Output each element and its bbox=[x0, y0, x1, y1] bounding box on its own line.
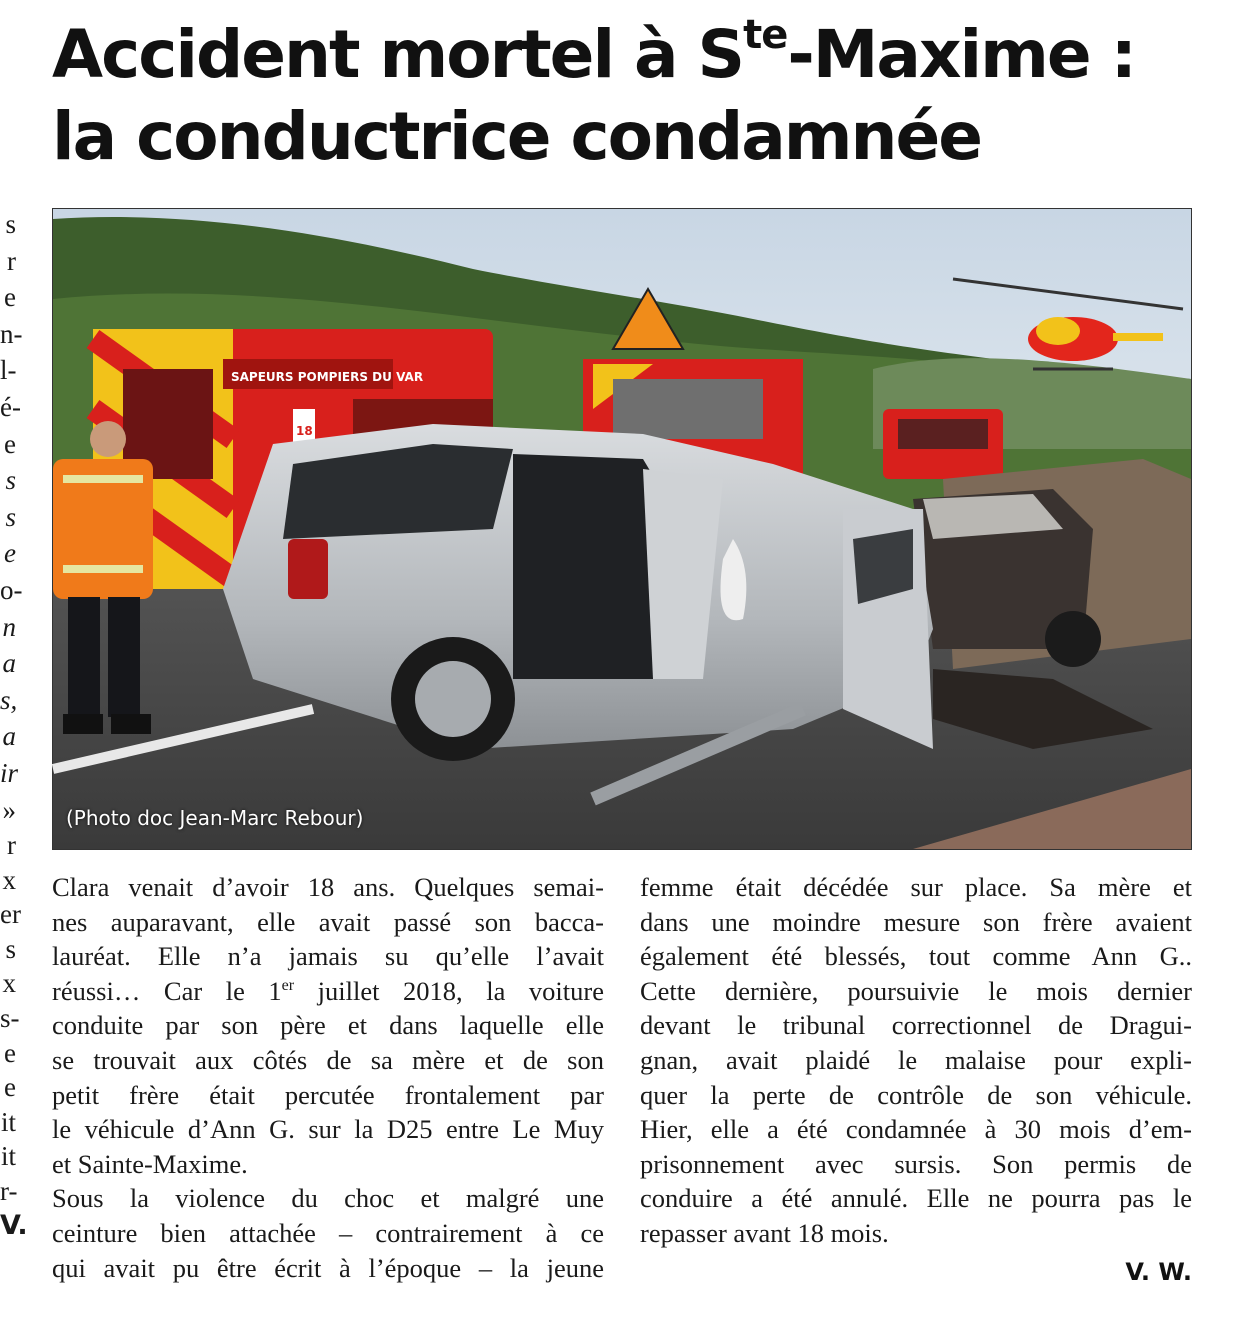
text-line: nes auparavant, elle avait passé son bacca- bbox=[52, 906, 604, 937]
text-line: repasser avant 18 mois. bbox=[640, 1217, 889, 1248]
fragment-line: r bbox=[7, 830, 16, 861]
fragment-line: s bbox=[5, 465, 16, 496]
text-line: lauréat. Elle n’a jamais su qu’elle l’avait bbox=[52, 941, 604, 972]
fragment-line: r- bbox=[0, 1176, 18, 1207]
fragment-line: s- bbox=[0, 1003, 20, 1034]
fragment-line: V. bbox=[0, 1209, 28, 1241]
fragment-line: r bbox=[7, 245, 16, 276]
fragment-line: é- bbox=[0, 391, 21, 422]
fragment-line: » bbox=[2, 794, 16, 825]
headline-line2: la conductrice condamnée bbox=[52, 98, 982, 175]
text-line: dans une moindre mesure son frère avaient bbox=[640, 906, 1192, 937]
truck-number: 18 bbox=[296, 424, 313, 438]
text-line: femme était décédée sur place. Sa mère et bbox=[640, 872, 1192, 902]
text-line: qui avait pu être écrit à l’époque – la jeune bbox=[52, 1252, 604, 1283]
text-line-with-date: réussi… Car le 1er juillet 2018, la voiture bbox=[52, 975, 604, 1006]
fragment-line: a bbox=[2, 721, 16, 752]
text-line: le véhicule d’Ann G. sur la D25 entre Le Muy bbox=[52, 1114, 604, 1145]
fragment-line: n bbox=[2, 611, 16, 642]
fragment-line: e bbox=[4, 1037, 16, 1068]
text-line: conduire a été annulé. Elle ne pourra pas le bbox=[640, 1183, 1192, 1214]
fragment-line: it bbox=[0, 1106, 16, 1137]
fragment-line: e bbox=[4, 428, 16, 459]
headline bbox=[52, 14, 1232, 178]
fragment-line: s, bbox=[0, 684, 18, 715]
fragment-line: e bbox=[4, 282, 16, 313]
article-column-2 bbox=[640, 870, 1192, 1251]
fragment-line: x bbox=[2, 864, 16, 895]
fragment-line: n- bbox=[0, 318, 23, 349]
text-line: conduite par son père et dans laquelle elle bbox=[52, 1010, 604, 1041]
fragment-line: er bbox=[0, 899, 21, 930]
article-column-1 bbox=[52, 870, 604, 1285]
text-line: quer la perte de contrôle de son véhicule. bbox=[640, 1079, 1192, 1110]
text-line: prisonnement avec sursis. Son permis de bbox=[640, 1148, 1192, 1179]
adjacent-article-fragment bbox=[0, 206, 28, 1286]
fragment-line: l- bbox=[0, 355, 17, 386]
photo-credit: (Photo doc Jean-Marc Rebour) bbox=[66, 806, 364, 830]
fragment-line: ir bbox=[0, 757, 19, 788]
text-line: devant le tribunal correctionnel de Dragui- bbox=[640, 1010, 1192, 1041]
text-line: Hier, elle a été condamnée à 30 mois d’em- bbox=[640, 1114, 1192, 1145]
fragment-line: s bbox=[5, 501, 16, 532]
text-line: Sous la violence du choc et malgré une bbox=[52, 1183, 604, 1214]
text-line: gnan, avait plaidé le malaise pour expli- bbox=[640, 1044, 1192, 1075]
text-line: Cette dernière, poursuivie le mois dernier bbox=[640, 975, 1192, 1006]
accident-photo bbox=[52, 208, 1192, 850]
fragment-line: e bbox=[4, 1072, 16, 1103]
text-line: ceinture bien attachée – contrairement à ce bbox=[52, 1217, 604, 1248]
truck-label: SAPEURS POMPIERS DU VAR bbox=[231, 370, 424, 384]
author-signature: V. W. bbox=[1125, 1258, 1192, 1286]
fragment-line: e bbox=[4, 538, 16, 569]
text-line: et Sainte-Maxime. bbox=[52, 1148, 248, 1179]
fragment-line: o- bbox=[0, 574, 23, 605]
fragment-line: s bbox=[5, 933, 16, 964]
text-line: Clara venait d’avoir 18 ans. Quelques semai- bbox=[52, 872, 604, 902]
fragment-line: x bbox=[2, 968, 16, 999]
fragment-line: a bbox=[2, 648, 16, 679]
text-line: petit frère était percutée frontalement par bbox=[52, 1079, 604, 1110]
headline-line1: Accident mortel à $S^{te}$-Maxime : bbox=[52, 12, 1136, 93]
text-line: se trouvait aux côtés de sa mère et de son bbox=[52, 1044, 604, 1075]
fragment-line: it bbox=[0, 1141, 16, 1172]
fragment-line: s bbox=[5, 209, 16, 239]
text-line: également été blessés, tout comme Ann G.. bbox=[640, 941, 1192, 972]
